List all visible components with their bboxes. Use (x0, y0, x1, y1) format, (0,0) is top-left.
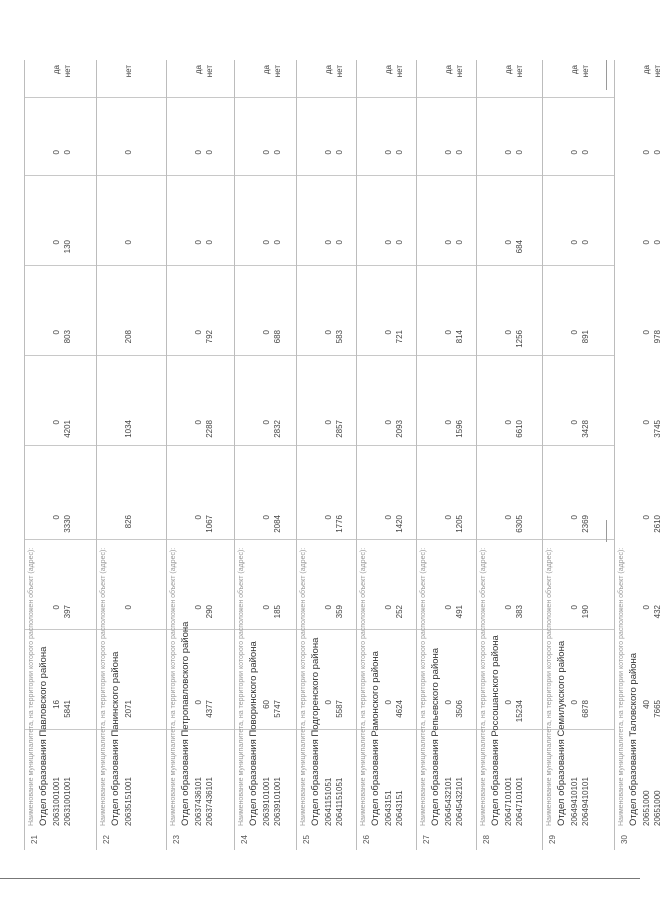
row-number: 27 (422, 835, 431, 844)
table-cell: 0 (262, 330, 271, 335)
table-cell: 0 (324, 240, 333, 245)
table-cell: 0 (273, 240, 282, 245)
organization-name: Отдел образования Россошанского района (490, 635, 501, 826)
table-cell: 0 (504, 240, 513, 245)
row-number: 26 (362, 835, 371, 844)
okato-code: 20651000 (642, 790, 651, 826)
table-cell: 3745 (653, 420, 662, 438)
table-cell: 0 (52, 605, 61, 610)
flag-value: да (324, 65, 333, 75)
flag-value: да (52, 65, 61, 75)
table-cell: 0 (570, 330, 579, 335)
row-number: 28 (482, 835, 491, 844)
row-number: 29 (548, 835, 557, 844)
flag-value: да (642, 65, 651, 75)
table-cell: 0 (194, 150, 203, 155)
table-cell: 432 (653, 605, 662, 619)
table-cell: 252 (395, 605, 404, 619)
table-cell: 5587 (335, 700, 344, 718)
table-cell: 826 (124, 515, 133, 529)
table-cell: 6878 (581, 700, 590, 718)
okato-code: 20635151001 (124, 777, 133, 826)
table-cell: 0 (504, 605, 513, 610)
table-cell: 1034 (124, 420, 133, 438)
column-divider (24, 539, 614, 540)
table-cell: 978 (653, 330, 662, 344)
row-caption: Наименование муниципалитета, на территории которого расположен объект (адрес): (100, 547, 107, 826)
table-cell: 0 (52, 420, 61, 425)
table-cell: 3428 (581, 420, 590, 438)
table-cell: 0 (52, 150, 61, 155)
table-cell: 0 (384, 605, 393, 610)
table-cell: 0 (324, 330, 333, 335)
table-cell: 1596 (455, 420, 464, 438)
okato-code: 20647101001 (504, 777, 513, 826)
flag-value: да (504, 65, 513, 75)
row-separator (356, 60, 357, 850)
column-divider (24, 445, 614, 446)
row-separator (166, 60, 167, 850)
table-cell: 0 (395, 240, 404, 245)
okato-code: 20645432101 (455, 777, 464, 826)
table-cell: 0 (384, 515, 393, 520)
table-cell: 0 (205, 240, 214, 245)
table-cell: 0 (194, 240, 203, 245)
organization-name: Отдел образования Панинского района (110, 651, 121, 826)
table-cell: 0 (262, 240, 271, 245)
table-cell: 15234 (515, 700, 524, 723)
table-cell: 1256 (515, 330, 524, 348)
table-cell: 397 (63, 605, 72, 619)
table-cell: 0 (444, 700, 453, 705)
table-cell: 0 (52, 240, 61, 245)
table-cell: 4201 (63, 420, 72, 438)
row-number: 22 (102, 835, 111, 844)
okato-code: 20647101001 (515, 777, 524, 826)
table-cell: 0 (444, 240, 453, 245)
row-caption: Наименование муниципалитета, на территории которого расположен объект (адрес): (618, 547, 625, 826)
table-cell: 0 (455, 150, 464, 155)
rotated-table (24, 60, 662, 850)
table-cell: 290 (205, 605, 214, 619)
table-cell: 792 (205, 330, 214, 344)
table-cell: 0 (262, 150, 271, 155)
table-cell: 0 (570, 240, 579, 245)
flag-value: да (384, 65, 393, 75)
row-separator (476, 60, 477, 850)
flag-value: да (262, 65, 271, 75)
okato-code: 20639101001 (273, 777, 282, 826)
table-cell: 0 (642, 240, 651, 245)
flag-value: нет (515, 65, 524, 78)
table-cell: 2610 (653, 515, 662, 533)
table-cell: 40 (642, 700, 651, 709)
table-cell: 2093 (395, 420, 404, 438)
row-separator (542, 60, 543, 850)
table-cell: 803 (63, 330, 72, 344)
organization-name: Отдел образования Подгоренского района (310, 637, 321, 826)
table-cell: 0 (504, 700, 513, 705)
flag-value: нет (124, 65, 133, 78)
table-cell: 0 (642, 420, 651, 425)
row-number: 30 (620, 835, 629, 844)
table-cell: 0 (570, 515, 579, 520)
column-divider (24, 355, 614, 356)
column-divider (24, 175, 614, 176)
flag-value: нет (63, 65, 72, 78)
row-separator (296, 60, 297, 850)
table-cell: 0 (455, 240, 464, 245)
okato-code: 20631001001 (63, 777, 72, 826)
row-separator (96, 60, 97, 850)
table-cell: 0 (324, 150, 333, 155)
table-cell: 2288 (205, 420, 214, 438)
table-cell: 0 (324, 515, 333, 520)
table-cell: 0 (570, 150, 579, 155)
table-cell: 688 (273, 330, 282, 344)
table-cell: 0 (444, 150, 453, 155)
table-cell: 2084 (273, 515, 282, 533)
organization-name: Отдел образования Поворинского района (248, 641, 259, 826)
table-cell: 0 (515, 150, 524, 155)
row-caption: Наименование муниципалитета, на территории которого расположен объект (адрес): (238, 547, 245, 826)
row-caption: Наименование муниципалитета, на территории которого расположен объект (адрес): (360, 547, 367, 826)
table-cell: 684 (515, 240, 524, 254)
okato-code: 20637436101 (205, 777, 214, 826)
flag-value: нет (455, 65, 464, 78)
table-cell: 0 (124, 150, 133, 155)
table-cell: 1420 (395, 515, 404, 533)
table-cell: 0 (504, 515, 513, 520)
page-bottom-rule (0, 878, 640, 879)
flag-value: нет (581, 65, 590, 78)
row-number: 21 (30, 835, 39, 844)
table-cell: 0 (205, 150, 214, 155)
table-cell: 5841 (63, 700, 72, 718)
table-cell: 0 (504, 330, 513, 335)
table-cell: 0 (124, 240, 133, 245)
table-cell: 0 (194, 515, 203, 520)
row-separator (614, 60, 615, 850)
table-cell: 0 (194, 420, 203, 425)
table-cell: 0 (653, 150, 662, 155)
table-cell: 0 (262, 605, 271, 610)
table-cell: 60 (262, 700, 271, 709)
flag-value: да (444, 65, 453, 75)
table-cell: 0 (395, 150, 404, 155)
row-separator (416, 60, 417, 850)
okato-code: 20643151 (384, 790, 393, 826)
table-cell: 0 (63, 150, 72, 155)
table-cell: 1067 (205, 515, 214, 533)
organization-name: Отдел образования Рамонского района (370, 651, 381, 826)
row-caption: Наименование муниципалитета, на территории которого расположен объект (адрес): (170, 547, 177, 826)
margin-mark (606, 520, 607, 542)
flag-value: нет (273, 65, 282, 78)
row-number: 24 (240, 835, 249, 844)
table-cell: 2369 (581, 515, 590, 533)
margin-mark (606, 60, 607, 90)
table-cell: 0 (642, 515, 651, 520)
okato-code: 20645432101 (444, 777, 453, 826)
table-cell: 0 (384, 240, 393, 245)
row-separator (24, 60, 25, 850)
row-caption: Наименование муниципалитета, на территории которого расположен объект (адрес): (546, 547, 553, 826)
table-cell: 16 (52, 700, 61, 709)
table-cell: 0 (642, 330, 651, 335)
table-cell: 0 (384, 150, 393, 155)
organization-name: Отдел образования Семилукского района (556, 640, 567, 826)
table-cell: 5747 (273, 700, 282, 718)
table-cell: 0 (194, 605, 203, 610)
table-cell: 1776 (335, 515, 344, 533)
table-cell: 0 (52, 515, 61, 520)
organization-name: Отдел образования Репьевского района (430, 647, 441, 826)
row-number: 25 (302, 835, 311, 844)
okato-code: 20649410101 (581, 777, 590, 826)
okato-code: 20649410101 (570, 777, 579, 826)
table-cell: 3506 (455, 700, 464, 718)
table-cell: 891 (581, 330, 590, 344)
table-cell: 0 (570, 605, 579, 610)
table-cell: 0 (335, 150, 344, 155)
table-cell: 383 (515, 605, 524, 619)
row-number: 23 (172, 835, 181, 844)
okato-code: 20637436101 (194, 777, 203, 826)
column-divider (24, 629, 614, 630)
column-divider (24, 97, 614, 98)
table-cell: 208 (124, 330, 133, 344)
okato-code: 20641151051 (335, 777, 344, 826)
table-cell: 6610 (515, 420, 524, 438)
table-cell: 2857 (335, 420, 344, 438)
table-cell: 2832 (273, 420, 282, 438)
table-cell: 0 (653, 240, 662, 245)
table-cell: 0 (335, 240, 344, 245)
table-cell: 0 (570, 700, 579, 705)
table-cell: 721 (395, 330, 404, 344)
table-cell: 491 (455, 605, 464, 619)
table-cell: 0 (570, 420, 579, 425)
okato-code: 20631001001 (52, 777, 61, 826)
organization-name: Отдел образования Петропавловского района (180, 621, 191, 826)
flag-value: да (570, 65, 579, 75)
organization-name: Отдел образования Таловского района (628, 652, 639, 826)
table-cell: 0 (262, 420, 271, 425)
table-cell: 0 (124, 605, 133, 610)
table-cell: 0 (52, 330, 61, 335)
table-cell: 0 (444, 605, 453, 610)
table-cell: 0 (444, 420, 453, 425)
table-cell: 0 (273, 150, 282, 155)
table-cell: 0 (262, 515, 271, 520)
table-cell: 185 (273, 605, 282, 619)
table-cell: 0 (384, 700, 393, 705)
table-cell: 130 (63, 240, 72, 254)
table-cell: 4624 (395, 700, 404, 718)
okato-code: 20651000 (653, 790, 662, 826)
row-caption: Наименование муниципалитета, на территории которого расположен объект (адрес): (300, 547, 307, 826)
table-cell: 6305 (515, 515, 524, 533)
table-cell: 0 (642, 150, 651, 155)
row-caption: Наименование муниципалитета, на территории которого расположен объект (адрес): (480, 547, 487, 826)
okato-code: 20641151051 (324, 777, 333, 826)
flag-value: нет (653, 65, 662, 78)
table-cell: 0 (581, 150, 590, 155)
okato-code: 20643151 (395, 790, 404, 826)
table-cell: 583 (335, 330, 344, 344)
row-caption: Наименование муниципалитета, на территории которого расположен объект (адрес): (420, 547, 427, 826)
table-cell: 359 (335, 605, 344, 619)
table-cell: 7665 (653, 700, 662, 718)
table-cell: 1205 (455, 515, 464, 533)
table-cell: 3330 (63, 515, 72, 533)
table-cell: 190 (581, 605, 590, 619)
table-cell: 0 (324, 420, 333, 425)
flag-value: нет (205, 65, 214, 78)
table-cell: 4377 (205, 700, 214, 718)
table-cell: 0 (581, 240, 590, 245)
table-cell: 814 (455, 330, 464, 344)
table-cell: 0 (444, 515, 453, 520)
row-caption: Наименование муниципалитета, на территории которого расположен объект (адрес): (28, 547, 35, 826)
organization-name: Отдел образования Павловского района (38, 646, 49, 826)
table-cell: 0 (384, 420, 393, 425)
table-cell: 2071 (124, 700, 133, 718)
table-cell: 0 (444, 330, 453, 335)
flag-value: нет (335, 65, 344, 78)
table-cell: 0 (324, 605, 333, 610)
table-cell: 0 (194, 700, 203, 705)
flag-value: да (194, 65, 203, 75)
column-divider (24, 265, 614, 266)
row-separator (234, 60, 235, 850)
flag-value: нет (395, 65, 404, 78)
table-cell: 0 (504, 420, 513, 425)
table-cell: 0 (642, 605, 651, 610)
okato-code: 20639101001 (262, 777, 271, 826)
table-cell: 0 (504, 150, 513, 155)
table-cell: 0 (324, 700, 333, 705)
table-cell: 0 (384, 330, 393, 335)
table-cell: 0 (194, 330, 203, 335)
